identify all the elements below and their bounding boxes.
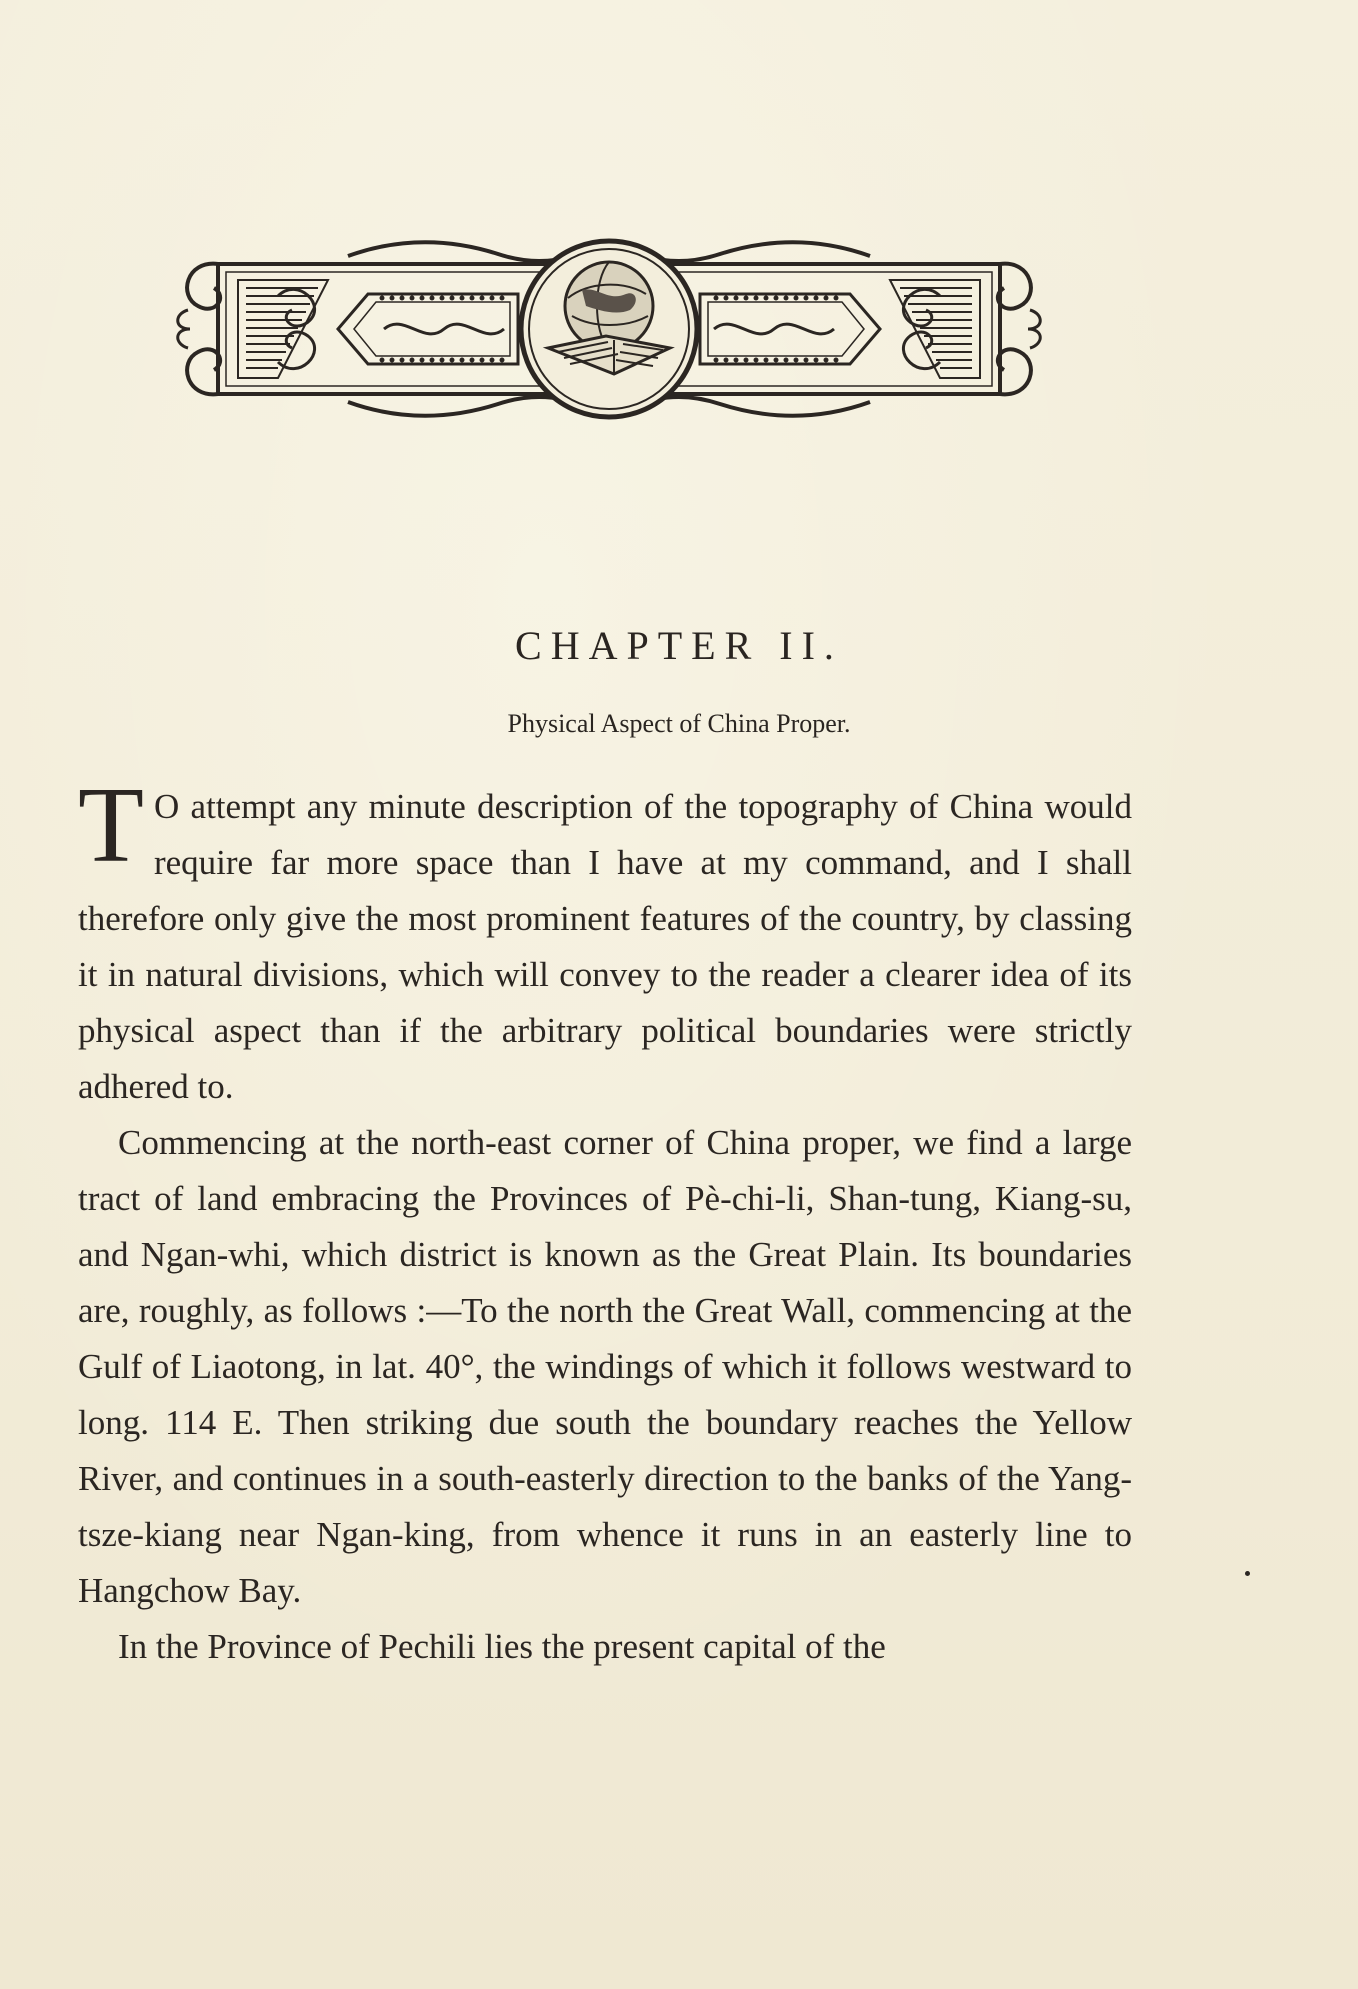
chapter-headpiece-ornament xyxy=(168,236,1050,422)
paragraph-text: O attempt any minute description of the topography of China would require far more space than I have at my command, and I shall therefore only give the most prominent features of the country, by classing it in natural divisions, which will convey to the reader a clearer idea of its physical aspect than if the arbitrary political boundaries were strictly adhered to. xyxy=(78,787,1132,1106)
globe-book-icon xyxy=(521,241,697,417)
chapter-title: CHAPTER II. xyxy=(515,623,843,668)
paragraph xyxy=(78,766,1132,1115)
chapter-body xyxy=(78,766,1132,1675)
paragraph: Commencing at the north-east corner of China proper, we find a large tract of land embracing the Provinces of Pè-chi-li, Shan-tung, Kiang-su, and Ngan-whi, which district is known as the Great Plain. Its boundaries are, roughly, as follows :—To the north the Great Wall, commencing at the Gulf of Liaotong, in lat. 40°, the windings of which it follows westward to long. 114 E. Then striking due south the boundary reaches the Yellow River, and continues in a south-easterly direction to the banks of the Yang-tsze-kiang near Ngan-king, from whence it runs in an easterly line to Hangchow Bay. xyxy=(78,1123,1132,1610)
drop-cap: T xyxy=(78,766,144,885)
margin-ink-speck xyxy=(1245,1571,1250,1576)
chapter-subtitle: Physical Aspect of China Proper. xyxy=(507,709,851,738)
paragraph: In the Province of Pechili lies the present capital of the xyxy=(118,1627,886,1666)
